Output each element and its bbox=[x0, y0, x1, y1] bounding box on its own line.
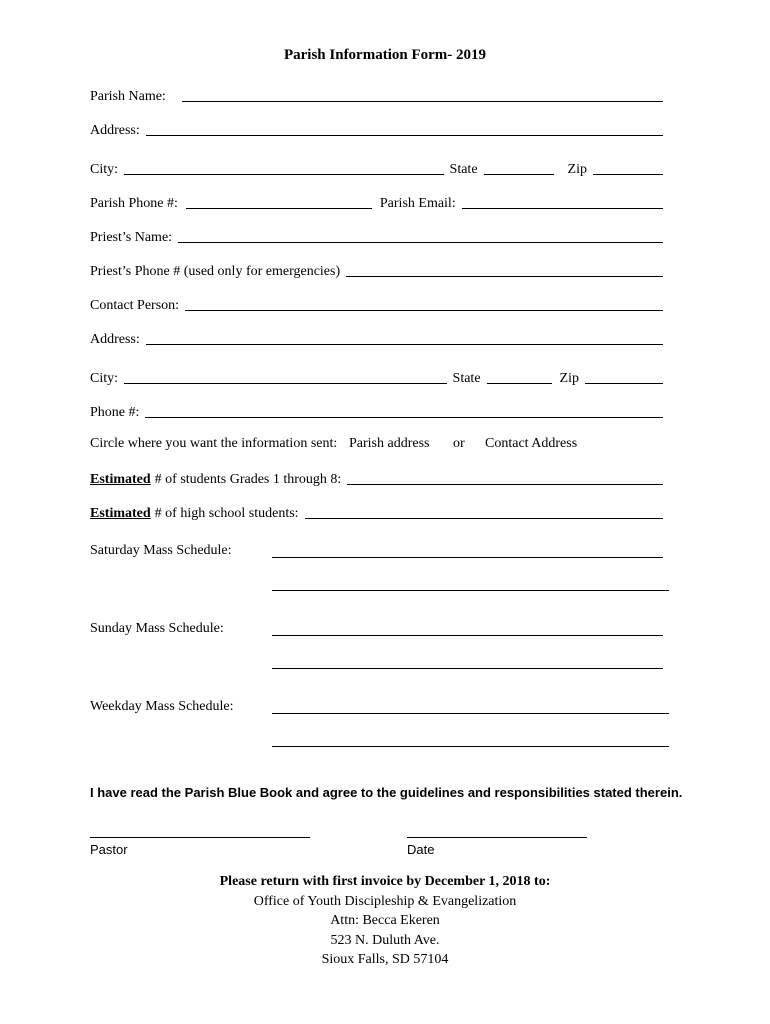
agreement-text: I have read the Parish Blue Book and agree to the guidelines and responsibilities stated therein. bbox=[90, 785, 683, 800]
students-1-8-field[interactable] bbox=[347, 484, 663, 485]
parish-email-label: Parish Email: bbox=[379, 196, 456, 211]
parish-zip-field[interactable] bbox=[593, 174, 663, 175]
parish-state-field[interactable] bbox=[484, 174, 554, 175]
priest-name-field[interactable] bbox=[178, 242, 663, 243]
priest-phone-row bbox=[90, 261, 663, 281]
contact-city-field[interactable] bbox=[124, 383, 447, 384]
sunday-schedule-label: Sunday Mass Schedule: bbox=[90, 621, 224, 636]
contact-city-row bbox=[90, 368, 663, 388]
students-hs-row bbox=[90, 503, 663, 523]
parish-address-field[interactable] bbox=[146, 135, 663, 136]
priest-name-label: Priest’s Name: bbox=[90, 230, 173, 245]
students-1-8-label: # of students Grades 1 through 8: bbox=[154, 472, 342, 487]
contact-phone-field[interactable] bbox=[145, 417, 663, 418]
estimated-word: Estimated bbox=[90, 472, 151, 487]
contact-state-label: State bbox=[452, 371, 481, 386]
contact-address-label: Address: bbox=[90, 332, 140, 347]
pastor-signature-line[interactable] bbox=[90, 837, 310, 838]
students-1-8-row bbox=[90, 469, 663, 489]
parish-name-field[interactable] bbox=[182, 101, 663, 102]
contact-person-label: Contact Person: bbox=[90, 298, 180, 313]
form-title: Parish Information Form- 2019 bbox=[283, 47, 487, 63]
weekday-schedule-line-2[interactable] bbox=[272, 746, 669, 747]
weekday-schedule-line-1[interactable] bbox=[272, 713, 669, 714]
contact-person-row bbox=[90, 295, 663, 315]
circle-option-parish-address[interactable]: Parish address bbox=[349, 436, 430, 451]
return-line: Please return with first invoice by December 1, 2018 to: bbox=[219, 874, 551, 889]
contact-city-label: City: bbox=[90, 371, 119, 386]
parish-address-row bbox=[90, 120, 663, 140]
date-signature-line[interactable] bbox=[407, 837, 587, 838]
sunday-schedule-line-1[interactable] bbox=[272, 635, 663, 636]
saturday-schedule-line-2[interactable] bbox=[272, 590, 669, 591]
parish-city-row bbox=[90, 159, 663, 179]
parish-address-label: Address: bbox=[90, 123, 140, 138]
parish-phone-field[interactable] bbox=[186, 208, 372, 209]
sunday-schedule-line-2[interactable] bbox=[272, 668, 663, 669]
circle-or: or bbox=[453, 436, 465, 451]
contact-zip-label: Zip bbox=[559, 371, 579, 386]
parish-city-field[interactable] bbox=[124, 174, 444, 175]
priest-phone-field[interactable] bbox=[346, 276, 663, 277]
parish-city-label: City: bbox=[90, 162, 119, 177]
weekday-schedule-label: Weekday Mass Schedule: bbox=[90, 699, 234, 714]
pastor-label: Pastor bbox=[90, 842, 128, 857]
street-address: 523 N. Duluth Ave. bbox=[330, 932, 440, 948]
circle-option-contact-address[interactable]: Contact Address bbox=[485, 436, 578, 451]
office-name: Office of Youth Discipleship & Evangelization bbox=[253, 893, 517, 909]
date-label: Date bbox=[407, 842, 435, 857]
priest-phone-label: Priest’s Phone # (used only for emergencies) bbox=[90, 264, 341, 279]
parish-name-label: Parish Name: bbox=[90, 89, 166, 104]
circle-label: Circle where you want the information sent: bbox=[90, 436, 338, 451]
contact-state-field[interactable] bbox=[487, 383, 552, 384]
students-hs-field[interactable] bbox=[305, 518, 663, 519]
city-state-zip: Sioux Falls, SD 57104 bbox=[321, 952, 449, 967]
attn-line: Attn: Becca Ekeren bbox=[330, 913, 440, 928]
contact-address-row bbox=[90, 329, 663, 349]
contact-zip-field[interactable] bbox=[585, 383, 663, 384]
saturday-schedule-line-1[interactable] bbox=[272, 557, 663, 558]
parish-email-field[interactable] bbox=[462, 208, 663, 209]
contact-address-field[interactable] bbox=[146, 344, 663, 345]
parish-name-row bbox=[90, 86, 663, 106]
parish-zip-label: Zip bbox=[567, 162, 587, 177]
parish-phone-label: Parish Phone #: bbox=[90, 196, 178, 211]
students-hs-label: # of high school students: bbox=[154, 506, 299, 521]
parish-state-label: State bbox=[449, 162, 478, 177]
contact-phone-label: Phone #: bbox=[90, 405, 140, 420]
parish-phone-row bbox=[90, 193, 663, 213]
return-instructions bbox=[0, 872, 770, 970]
priest-name-row bbox=[90, 227, 663, 247]
contact-person-field[interactable] bbox=[185, 310, 663, 311]
saturday-schedule-label: Saturday Mass Schedule: bbox=[90, 543, 232, 558]
contact-phone-row bbox=[90, 402, 663, 422]
estimated-word: Estimated bbox=[90, 506, 151, 521]
